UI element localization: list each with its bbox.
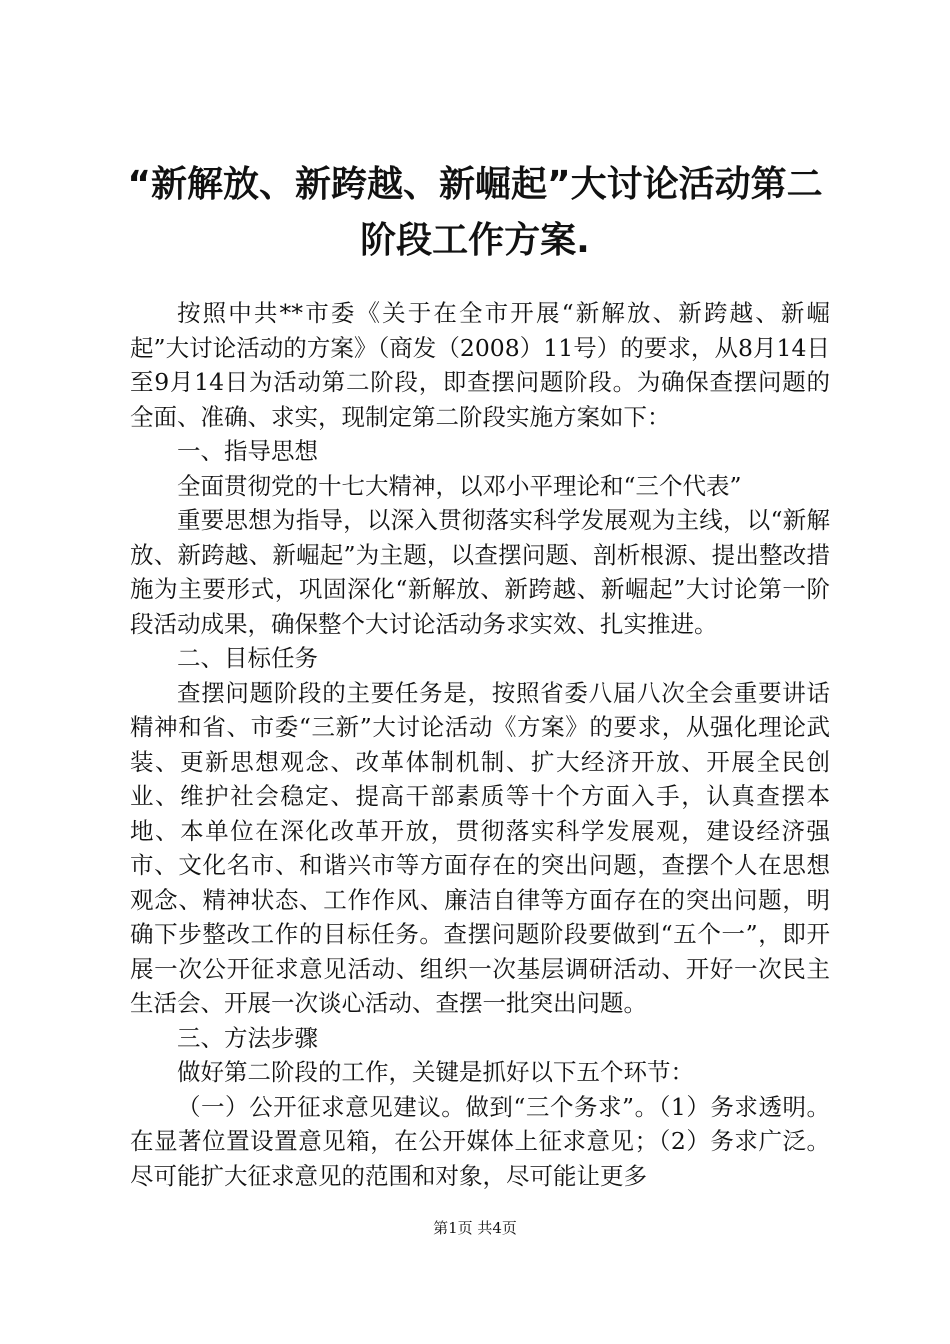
paragraph-guiding-ideology-a: 全面贯彻党的十七大精神，以邓小平理论和“三个代表” xyxy=(177,471,742,500)
document-title-line-1: “新解放、新跨越、新崛起”大讨论活动第二 xyxy=(127,164,823,205)
paragraph-step-1: （一）公开征求意见建议。做到“三个务求”。（1）务求透明。在显著位置设置意见箱，在公开媒体上征求意见；（2）务求广泛。尽可能扩大征求意见的范围和对象，尽可能让更多 xyxy=(130,1092,830,1190)
section-heading-method-steps: 三、方法步骤 xyxy=(177,1023,318,1052)
paragraph-guiding-ideology-b: 重要思想为指导，以深入贯彻落实科学发展观为主线，以“新解放、新跨越、新崛起”为主题，以查摆问题、剖析根源、提出整改措施为主要形式，巩固深化“新解放、新跨越、新崛起”大讨论第一阶段活动成果，确保整个大讨论活动务求实效、扎实推进。 xyxy=(130,506,830,638)
document-body xyxy=(130,296,830,1193)
paragraph-intro: 按照中共**市委《关于在全市开展“新解放、新跨越、新崛起”大讨论活动的方案》（商发（2008）11号）的要求，从8月14日至9月14日为活动第二阶段，即查摆问题阶段。为确保查摆问题的全面、准确、求实，现制定第二阶段实施方案如下： xyxy=(130,299,830,431)
paragraph-method-intro: 做好第二阶段的工作，关键是抓好以下五个环节： xyxy=(177,1058,694,1086)
page-footer: 第1页 共4页 xyxy=(433,1219,517,1237)
paragraph-target-tasks: 查摆问题阶段的主要任务是，按照省委八届八次全会重要讲话精神和省、市委“三新”大讨论活动《方案》的要求，从强化理论武装、更新思想观念、改革体制机制、扩大经济开放、开展全民创业、维护社会稳定、提高干部素质等十个方面入手，认真查摆本地、本单位在深化改革开放，贯彻落实科学发展观，建设经济强市、文化名市、和谐兴市等方面存在的突出问题，查摆个人在思想观念、精神状态、工作作风、廉洁自律等方面存在的突出问题，明确下步整改工作的目标任务。查摆问题阶段要做到“五个一”，即开展一次公开征求意见活动、组织一次基层调研活动、开好一次民主生活会、开展一次谈心活动、查摆一批突出问题。 xyxy=(130,678,830,1017)
document-title-line-2: 阶段工作方案. xyxy=(360,220,590,261)
section-heading-guiding-ideology: 一、指导思想 xyxy=(177,437,318,465)
section-heading-target-tasks: 二、目标任务 xyxy=(177,644,318,672)
